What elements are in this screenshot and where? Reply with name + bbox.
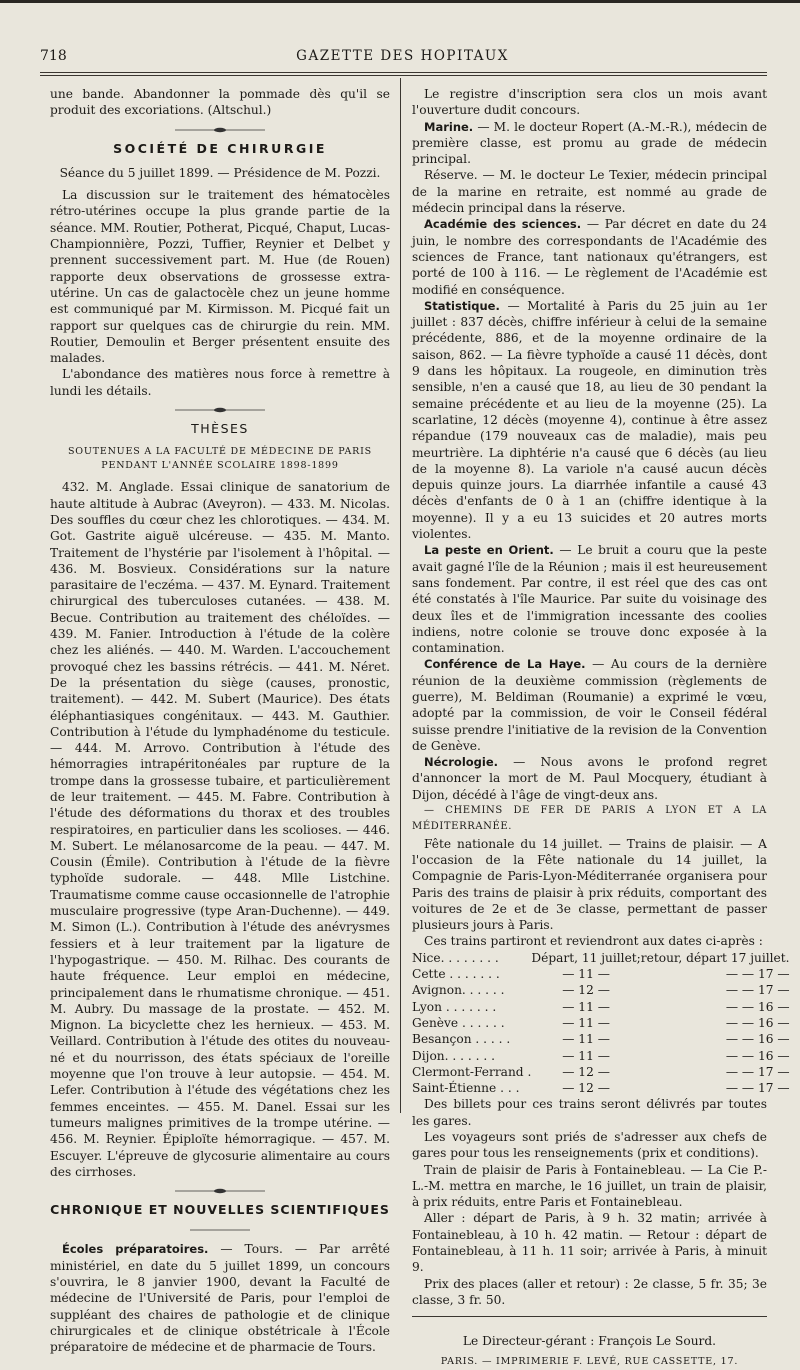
- train-ret-cell: — — 17 —: [725, 967, 790, 982]
- train-ret-cell: — — 16 —: [725, 1048, 790, 1063]
- paragraph: L'abondance des matières nous force à remettre à lundi les détails.: [50, 367, 390, 398]
- train-dep-cell: — 12 —: [562, 1081, 610, 1096]
- page-number: 718: [40, 48, 67, 64]
- paragraph: Le registre d'inscription sera clos un mois avant l'ouverture dudit concours.: [412, 87, 767, 118]
- train-city-cell: Lyon . . . . . . .: [412, 999, 497, 1014]
- train-row: [412, 982, 790, 998]
- running-title: GAZETTE DES HOPITAUX: [296, 48, 509, 64]
- news-keyword: Statistique.: [424, 298, 500, 313]
- news-keyword: Marine.: [424, 119, 474, 134]
- train-city-cell: Avignon. . . . . .: [412, 983, 505, 998]
- train-dep-cell: — 12 —: [562, 983, 610, 998]
- train-row: [412, 966, 790, 982]
- train-ret-cell: — — 17 —: [725, 983, 790, 998]
- train-row: [412, 1031, 790, 1047]
- header-rule: [40, 72, 767, 73]
- header-rule-double: [40, 75, 767, 76]
- paragraph: Des billets pour ces trains seront délivrés par toutes les gares.: [412, 1097, 767, 1128]
- train-ret-cell: — — 16 —: [725, 1015, 790, 1030]
- short-rule: [190, 1226, 250, 1234]
- train-dep-cell: — 12 —: [562, 1064, 610, 1079]
- train-city-cell: Clermont-Ferrand .: [412, 1064, 532, 1079]
- train-dep-cell: — 11 —: [562, 1032, 610, 1047]
- train-row: [412, 950, 790, 966]
- ornament-divider: [175, 1187, 265, 1195]
- ornament-divider: [175, 126, 265, 134]
- news-keyword: La peste en Orient.: [424, 543, 554, 558]
- right-column: [412, 86, 790, 1370]
- signature-rule: [412, 1316, 767, 1317]
- paragraph: Les voyageurs sont priés de s'adresser aux chefs de gares pour tous les renseignements (prix et conditions).: [412, 1130, 767, 1161]
- top-border: [0, 0, 800, 3]
- news-body: — Tours. — Par arrêté ministériel, en date du 5 juillet 1899, un concours s'ouvrira, le 8 janvier 1900, devant la Faculté de médecine de l'Université de Paris, pour l'emploi de suppléant des chaires de pathologie et de clinique chirurgicales et de clinique obstétricale à l'École préparatoire de médecine et de pharmacie de Tours.: [50, 1242, 390, 1355]
- news-keyword: Nécrologie.: [424, 755, 498, 770]
- train-ret-cell: — — 17 —: [725, 1081, 790, 1096]
- news-body: — M. le docteur Ropert (A.-M.-R.), médecin de première classe, est promu au grade de médecin principal.: [412, 119, 767, 167]
- news-item: [412, 656, 767, 754]
- column-divider: [400, 78, 401, 1113]
- train-row: [412, 1015, 790, 1031]
- train-row: [412, 1048, 790, 1064]
- news-item: [412, 542, 767, 656]
- paragraph: Prix des places (aller et retour) : 2e classe, 5 fr. 35; 3e classe, 3 fr. 50.: [412, 1276, 767, 1307]
- paragraph: une bande. Abandonner la pommade dès qu'il se produit des excoriations. (Altschul.): [50, 87, 390, 118]
- train-ret-cell: — — 17 —: [725, 1064, 790, 1079]
- railway-heading: — CHEMINS DE FER DE PARIS A LYON ET A LA MÉDITERRANÉE.: [412, 805, 767, 833]
- section-subtitle: PENDANT L'ANNÉE SCOLAIRE 1898-1899: [101, 460, 339, 472]
- section-subtitle: SOUTENUES A LA FACULTÉ DE MÉDECINE DE PARIS: [68, 446, 372, 458]
- news-keyword: Écoles préparatoires.: [62, 1242, 209, 1257]
- train-city-cell: Nice. . . . . . . .: [412, 950, 499, 965]
- train-ret-cell: retour, départ 17 juillet.: [640, 950, 790, 965]
- train-dep-cell: Départ, 11 juillet;: [531, 950, 641, 965]
- news-keyword: Conférence de La Haye.: [424, 657, 586, 672]
- train-dep-cell: — 11 —: [562, 999, 610, 1014]
- train-dep-cell: — 11 —: [562, 1048, 610, 1063]
- train-city-cell: Besançon . . . . .: [412, 1032, 511, 1047]
- page-header: [40, 46, 765, 68]
- train-ret-cell: — — 16 —: [725, 1032, 790, 1047]
- train-ret-cell: — — 16 —: [725, 999, 790, 1014]
- train-row: [412, 1080, 790, 1096]
- left-column: [50, 86, 390, 1355]
- paragraph: Train de plaisir de Paris à Fontainebleau. — La Cie P.-L.-M. mettra en marche, le 16 juillet, un train de plaisir, à prix réduits, entre Paris et Fontainebleau.: [412, 1162, 767, 1210]
- news-item: [50, 1241, 390, 1355]
- train-dep-cell: — 11 —: [562, 1015, 610, 1030]
- section-title: SOCIÉTÉ DE CHIRURGIE: [113, 140, 327, 156]
- paragraph: La discussion sur le traitement des hématocèles rétro-utérines occupe la plus grande partie de la séance. MM. Routier, Potherat, Picqué, Chaput, Lucas-Championnière, Pozzi, Tuffier, Reynier et Delbet y prennent successivement part. M. Hue (de Rouen) rapporte deux observations de grossesse extra-utérine. Un cas de galactocèle chez un jeune homme est communiqué par M. Kirmisson. M. Picqué fait un rapport sur quelques cas de chirurgie du rein. MM. Routier, Demoulin et Berger présentent ensuite des malades.: [50, 188, 390, 366]
- paragraph: Réserve. — M. le docteur Le Texier, médecin principal de la marine en retraite, est nommé au grade de médecin principal dans la réserve.: [412, 168, 767, 216]
- news-item: [412, 754, 767, 803]
- news-item: [412, 216, 767, 297]
- session-subtitle: Séance du 5 juillet 1899. — Présidence de M. Pozzi.: [59, 165, 381, 180]
- news-body: — Mortalité à Paris du 25 juin au 1er juillet : 837 décès, chiffre inférieur à celui de la semaine précédente, 886, et de la moyenne ordinaire de la saison, 862. — La fièvre typhoïde a causé 11 décès, dont 9 dans les hôpitaux. La rougeole, en diminution très sensible, n'en a causé que 18, au lieu de 30 pendant la semaine précédente et au lieu de la moyenne (25). La scarlatine, 12 décès (moyenne 4), continue à être assez répandue (179 nouveaux cas de maladie), mais peu meurtrière. La diphtérie n'a causé que 6 décès (au lieu de la moyenne 8). La variole n'a causé aucun décès depuis quinze jours. La diarrhée infantile a causé 43 décès d'enfants de 0 à 1 an (chiffre identique à la moyenne). Il y a eu 13 suicides et 20 autres morts violentes.: [412, 298, 767, 542]
- train-row: [412, 1064, 790, 1080]
- paragraph: Fête nationale du 14 juillet. — Trains de plaisir. — A l'occasion de la Fête nationale du 14 juillet, la Compagnie de Paris-Lyon-Méditerranée organisera pour Paris des trains de plaisir à prix réduits, comportant des voitures de 2e et de 3e classe, permettant de passer plusieurs jours à Paris.: [412, 836, 767, 933]
- train-dep-cell: — 11 —: [562, 967, 610, 982]
- news-keyword: Académie des sciences.: [424, 217, 582, 232]
- section-title: THÈSES: [191, 421, 249, 437]
- train-schedule-table: [412, 950, 790, 1097]
- imprint: PARIS. — IMPRIMERIE F. LEVÉ, RUE CASSETTE, 17.: [440, 1355, 739, 1367]
- news-item: [412, 119, 767, 168]
- news-body: — Par décret en date du 24 juin, le nombre des correspondants de l'Académie des sciences de France, tant nationaux qu'étrangers, est porté de 100 à 116. — Le règlement de l'Académie est modifié en conséquence.: [412, 217, 767, 297]
- train-city-cell: Genève . . . . . .: [412, 1015, 505, 1030]
- train-city-cell: Saint-Étienne . . .: [412, 1081, 520, 1096]
- news-body: — Nous avons le profond regret d'annoncer la mort de M. Paul Mocquery, étudiant à Dijon, décédé à l'âge de vingt-deux ans.: [412, 755, 767, 802]
- news-item: [412, 298, 767, 542]
- news-body: — Le bruit a couru que la peste avait gagné l'île de la Réunion ; mais il est heureusement sans fondement. Par contre, il est réel que des cas ont été constatés à l'île Maurice. Par suite du voisinage des deux îles et de l'immigration incessante des coolies indiens, notre colonie se trouve donc exposée à la contamination.: [412, 543, 767, 656]
- ornament-divider: [175, 406, 265, 414]
- train-city-cell: Dijon. . . . . . .: [412, 1048, 495, 1063]
- signature: Le Directeur-gérant : François Le Sourd.: [462, 1334, 717, 1349]
- paragraph: Ces trains partiront et reviendront aux dates ci-après :: [424, 934, 763, 949]
- theses-list: 432. M. Anglade. Essai clinique de sanatorium de haute altitude à Aubrac (Aveyron). — 433. M. Nicolas. Des souffles du cœur chez les chlorotiques. — 434. M. Got. Gastrite aiguë ulcéreuse. — 435. M. Manto. Traitement de l'hystérie par l'isolement à l'hôpital. — 436. M. Bosvieux. Considérations sur la nature parasitaire de l'eczéma. — 437. M. Eynard. Traitement chirurgical des tuberculoses cutanées. — 438. M. Becue. Contribution au traitement des chéloïdes. — 439. M. Fanier. Introduction à l'étude de la colère chez les aliénés. — 440. M. Warden. L'accouchement provoqué chez les bassins rétrécis. — 441. M. Néret. De la présentation du siège (causes, pronostic, traitement). — 442. M. Subert (Maurice). Des états éléphantiasiques congénitaux. — 443. M. Gauthier. Contribution à l'étude du lymphadénome du testicule. — 444. M. Arrovo. Contribution à l'étude des hémorragies intrapéritonéales par rupture de la trompe dans la grossesse tubaire, et particulièrement de leur traitement. — 445. M. Fabre. Contribution à l'étude des déformations du thorax et des troubles respiratoires, en particulier dans les scolioses. — 446. M. Subert. Le mélanosarcome de la peau. — 447. M. Cousin (Émile). Contribution à l'étude de la fièvre typhoïde sudorale. — 448. Mlle Listchine. Traumatisme comme cause occasionnelle de l'atrophie musculaire progressive (type Aran-Duchenne). — 449. M. Simon (L.). Contribution à l'étude des anévrysmes fessiers et à leur traitement par la ligature de l'hypogastrique. — 450. M. Rilhac. Des courants de haute fréquence. Leur emploi en médecine, principalement dans le rhumatisme chronique. — 451. M. Aubry. Du massage de la prostate. — 452. M. Mignon. La bicyclette chez les hernieux. — 453. M. Veillard. Contribution à l'étude des otites du nouveau-né et du nourrisson, des états spéciaux de l'oreille moyenne que l'on trouve à leur autopsie. — 454. M. Lefer. Contribution à l'étude des végétations chez les femmes enceintes. — 455. M. Danel. Essai sur les tumeurs malignes primitives de la trompe utérine. — 456. M. Reynier. Épiploïte hémorragique. — 457. M. Escuyer. L'épreuve de glycosurie alimentaire au cours des cirrhoses.: [50, 480, 390, 1179]
- paragraph: Aller : départ de Paris, à 9 h. 32 matin; arrivée à Fontainebleau, à 10 h. 42 matin. — Retour : départ de Fontainebleau, à 11 h. 11 soir; arrivée à Paris, à minuit 9.: [412, 1211, 767, 1275]
- train-row: [412, 999, 790, 1015]
- news-body: — Au cours de la dernière réunion de la deuxième commission (règlements de guerre), M. Beldiman (Roumanie) a exprimé le vœu, adopté par la commission, de voir le Conseil fédéral suisse prendre l'initiative de la revision de la Convention de Genève.: [412, 657, 767, 753]
- train-city-cell: Cette . . . . . . .: [412, 967, 500, 982]
- section-title: CHRONIQUE ET NOUVELLES SCIENTIFIQUES: [50, 1202, 390, 1218]
